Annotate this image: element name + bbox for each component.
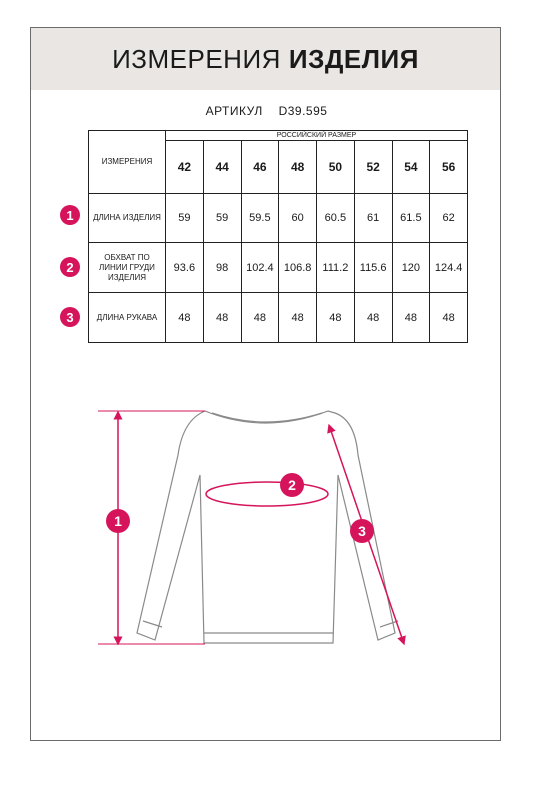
chest-ellipse	[206, 482, 328, 506]
table-cell: 48	[241, 293, 279, 343]
table-cell: 102.4	[241, 243, 279, 293]
size-header: 54	[392, 141, 430, 194]
title-bold: ИЗДЕЛИЯ	[288, 43, 419, 74]
table-cell: 124.4	[430, 243, 468, 293]
table-cell: 106.8	[279, 243, 317, 293]
badge-3: 3	[60, 307, 80, 327]
marker-1	[106, 509, 130, 533]
table-cell: 98	[203, 243, 241, 293]
size-table	[88, 130, 468, 343]
table-cell: 59	[166, 194, 204, 243]
table-cell: 93.6	[166, 243, 204, 293]
table-header-row-top	[89, 131, 468, 141]
svg-text:3: 3	[358, 523, 366, 539]
page-header	[31, 28, 500, 90]
badge-2: 2	[60, 257, 80, 277]
size-header: 52	[354, 141, 392, 194]
size-header: 48	[279, 141, 317, 194]
marker-2	[280, 473, 304, 497]
table-cell: 48	[317, 293, 355, 343]
article-label: АРТИКУЛ	[205, 104, 263, 118]
table-cell: 59.5	[241, 194, 279, 243]
table-cell: 48	[392, 293, 430, 343]
size-header: 42	[166, 141, 204, 194]
svg-text:1: 1	[114, 513, 122, 529]
table-row-length	[89, 194, 468, 243]
garment-drawing	[0, 395, 533, 665]
table-cell: 61.5	[392, 194, 430, 243]
title-light: ИЗМЕРЕНИЯ	[112, 43, 281, 74]
table-cell: 48	[203, 293, 241, 343]
badge-1: 1	[60, 205, 80, 225]
article-code: D39.595	[278, 104, 328, 118]
table-cell: 59	[203, 194, 241, 243]
table-cell: 48	[354, 293, 392, 343]
row-label: ДЛИНА РУКАВА	[89, 293, 166, 343]
table-cell: 62	[430, 194, 468, 243]
row-label: ОБХВАТ ПО ЛИНИИ ГРУДИ ИЗДЕЛИЯ	[89, 243, 166, 293]
table-row-sleeve	[89, 293, 468, 343]
row-label: ДЛИНА ИЗДЕЛИЯ	[89, 194, 166, 243]
corner-label: ИЗМЕРЕНИЯ	[89, 131, 166, 194]
article-line	[0, 104, 533, 118]
size-header: 56	[430, 141, 468, 194]
table-cell: 48	[430, 293, 468, 343]
size-header: 50	[317, 141, 355, 194]
table-cell: 120	[392, 243, 430, 293]
table-cell: 48	[166, 293, 204, 343]
table-cell: 48	[279, 293, 317, 343]
size-header: 46	[241, 141, 279, 194]
table-row-chest	[89, 243, 468, 293]
svg-text:2: 2	[288, 477, 296, 493]
table-cell: 60	[279, 194, 317, 243]
size-header: 44	[203, 141, 241, 194]
table-cell: 60.5	[317, 194, 355, 243]
table-cell: 111.2	[317, 243, 355, 293]
marker-3	[350, 519, 374, 543]
table-cell: 115.6	[354, 243, 392, 293]
size-group-label: РОССИЙСКИЙ РАЗМЕР	[166, 131, 468, 141]
table-cell: 61	[354, 194, 392, 243]
